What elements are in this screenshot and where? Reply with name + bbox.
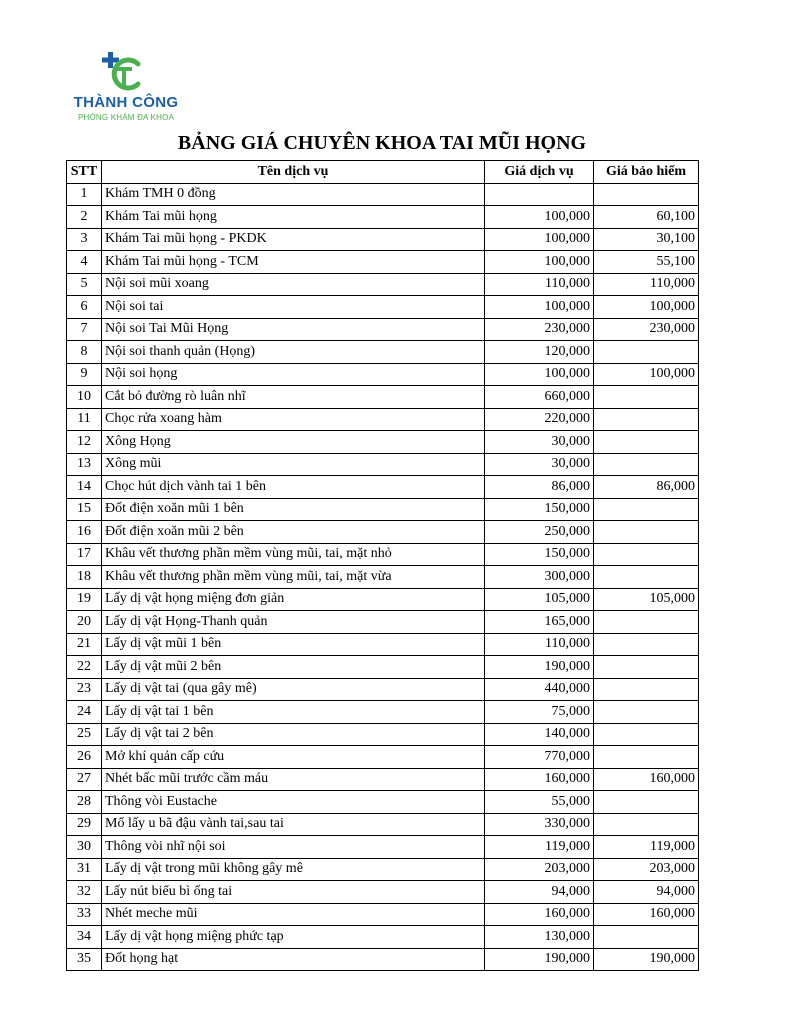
- table-row: [67, 183, 699, 206]
- row-stt: 33: [67, 903, 102, 926]
- table-row: [67, 746, 699, 769]
- row-service-name: Xông Họng: [102, 431, 485, 454]
- row-service-price: 150,000: [485, 543, 594, 566]
- row-service-price: 100,000: [485, 206, 594, 229]
- row-insurance-price: [594, 543, 699, 566]
- row-service-name: Chọc hút dịch vành tai 1 bên: [102, 476, 485, 499]
- row-insurance-price: [594, 183, 699, 206]
- table-row: [67, 543, 699, 566]
- row-insurance-price: [594, 408, 699, 431]
- table-row: [67, 566, 699, 589]
- row-insurance-price: [594, 611, 699, 634]
- row-service-name: Lấy dị vật trong mũi không gây mê: [102, 858, 485, 881]
- row-insurance-price: [594, 386, 699, 409]
- row-service-price: 330,000: [485, 813, 594, 836]
- row-stt: 13: [67, 453, 102, 476]
- row-service-price: 110,000: [485, 633, 594, 656]
- table-row: [67, 498, 699, 521]
- row-stt: 29: [67, 813, 102, 836]
- header-stt: STT: [67, 161, 102, 184]
- row-service-name: Thông vòi nhĩ nội soi: [102, 836, 485, 859]
- row-stt: 3: [67, 228, 102, 251]
- table-row: [67, 948, 699, 971]
- table-row: [67, 656, 699, 679]
- row-service-name: Khám Tai mũi họng - PKDK: [102, 228, 485, 251]
- row-insurance-price: 60,100: [594, 206, 699, 229]
- clinic-logo: [66, 50, 186, 130]
- table-row: [67, 273, 699, 296]
- row-service-price: 100,000: [485, 296, 594, 319]
- row-insurance-price: [594, 723, 699, 746]
- row-service-name: Nội soi thanh quản (Họng): [102, 341, 485, 364]
- row-service-price: 160,000: [485, 903, 594, 926]
- row-service-name: Nội soi họng: [102, 363, 485, 386]
- row-service-name: Đốt điện xoăn mũi 2 bên: [102, 521, 485, 544]
- row-service-name: Lấy nút biểu bì ống tai: [102, 881, 485, 904]
- row-stt: 1: [67, 183, 102, 206]
- row-service-price: 190,000: [485, 656, 594, 679]
- table-row: [67, 701, 699, 724]
- row-service-price: 119,000: [485, 836, 594, 859]
- row-stt: 24: [67, 701, 102, 724]
- table-row: [67, 318, 699, 341]
- row-service-name: Nội soi tai: [102, 296, 485, 319]
- table-row: [67, 611, 699, 634]
- clinic-subtitle: PHÒNG KHÁM ĐA KHOA: [77, 113, 175, 122]
- row-stt: 19: [67, 588, 102, 611]
- row-service-price: 250,000: [485, 521, 594, 544]
- clinic-logo-icon: [100, 50, 152, 94]
- row-service-price: 75,000: [485, 701, 594, 724]
- row-service-name: Lấy dị vật mũi 1 bên: [102, 633, 485, 656]
- row-service-price: 120,000: [485, 341, 594, 364]
- row-service-name: Nội soi Tai Mũi Họng: [102, 318, 485, 341]
- row-insurance-price: 160,000: [594, 903, 699, 926]
- row-stt: 4: [67, 251, 102, 274]
- row-service-price: 160,000: [485, 768, 594, 791]
- row-stt: 16: [67, 521, 102, 544]
- row-stt: 12: [67, 431, 102, 454]
- row-service-price: [485, 183, 594, 206]
- row-service-price: 30,000: [485, 431, 594, 454]
- row-service-price: 86,000: [485, 476, 594, 499]
- row-insurance-price: 94,000: [594, 881, 699, 904]
- row-stt: 10: [67, 386, 102, 409]
- table-row: [67, 363, 699, 386]
- row-insurance-price: [594, 521, 699, 544]
- table-row: [67, 476, 699, 499]
- table-body: [67, 183, 699, 971]
- table-row: [67, 678, 699, 701]
- row-service-price: 30,000: [485, 453, 594, 476]
- table-row: [67, 858, 699, 881]
- table-row: [67, 206, 699, 229]
- row-insurance-price: [594, 678, 699, 701]
- table-row: [67, 813, 699, 836]
- row-insurance-price: 160,000: [594, 768, 699, 791]
- row-insurance-price: [594, 701, 699, 724]
- row-insurance-price: [594, 341, 699, 364]
- row-stt: 2: [67, 206, 102, 229]
- row-service-price: 660,000: [485, 386, 594, 409]
- row-stt: 23: [67, 678, 102, 701]
- row-insurance-price: 110,000: [594, 273, 699, 296]
- row-service-name: Lấy dị vật họng miệng đơn giản: [102, 588, 485, 611]
- row-service-price: 770,000: [485, 746, 594, 769]
- row-service-price: 105,000: [485, 588, 594, 611]
- row-insurance-price: [594, 498, 699, 521]
- row-insurance-price: [594, 453, 699, 476]
- row-service-name: Đốt họng hạt: [102, 948, 485, 971]
- row-service-name: Mổ lấy u bã đậu vành tai,sau tai: [102, 813, 485, 836]
- row-service-name: Nhét bấc mũi trước cầm máu: [102, 768, 485, 791]
- header-service-price: Giá dịch vụ: [485, 161, 594, 184]
- row-insurance-price: [594, 926, 699, 949]
- price-table: [66, 160, 699, 971]
- table-row: [67, 926, 699, 949]
- row-service-name: Lấy dị vật Họng-Thanh quản: [102, 611, 485, 634]
- row-service-price: 190,000: [485, 948, 594, 971]
- row-stt: 17: [67, 543, 102, 566]
- row-insurance-price: 190,000: [594, 948, 699, 971]
- table-row: [67, 791, 699, 814]
- row-stt: 34: [67, 926, 102, 949]
- row-insurance-price: 30,100: [594, 228, 699, 251]
- row-stt: 31: [67, 858, 102, 881]
- row-stt: 9: [67, 363, 102, 386]
- row-stt: 30: [67, 836, 102, 859]
- row-stt: 26: [67, 746, 102, 769]
- row-insurance-price: [594, 656, 699, 679]
- row-service-price: 300,000: [485, 566, 594, 589]
- table-row: [67, 386, 699, 409]
- row-insurance-price: [594, 431, 699, 454]
- row-stt: 32: [67, 881, 102, 904]
- row-service-price: 100,000: [485, 251, 594, 274]
- row-insurance-price: [594, 746, 699, 769]
- row-insurance-price: [594, 813, 699, 836]
- row-insurance-price: 203,000: [594, 858, 699, 881]
- row-service-price: 165,000: [485, 611, 594, 634]
- row-service-name: Nội soi mũi xoang: [102, 273, 485, 296]
- table-row: [67, 633, 699, 656]
- row-service-price: 150,000: [485, 498, 594, 521]
- row-insurance-price: 105,000: [594, 588, 699, 611]
- row-service-name: Khám Tai mũi họng - TCM: [102, 251, 485, 274]
- table-row: [67, 588, 699, 611]
- row-service-name: Lấy dị vật tai 1 bên: [102, 701, 485, 724]
- header-service-name: Tên dịch vụ: [102, 161, 485, 184]
- row-stt: 35: [67, 948, 102, 971]
- table-row: [67, 408, 699, 431]
- row-insurance-price: [594, 633, 699, 656]
- row-stt: 5: [67, 273, 102, 296]
- row-insurance-price: 100,000: [594, 363, 699, 386]
- row-service-price: 140,000: [485, 723, 594, 746]
- row-service-name: Nhét meche mũi: [102, 903, 485, 926]
- row-insurance-price: 230,000: [594, 318, 699, 341]
- row-stt: 28: [67, 791, 102, 814]
- table-row: [67, 723, 699, 746]
- header-insurance-price: Giá bảo hiểm: [594, 161, 699, 184]
- row-insurance-price: [594, 566, 699, 589]
- row-service-name: Lấy dị vật tai 2 bên: [102, 723, 485, 746]
- row-stt: 27: [67, 768, 102, 791]
- row-stt: 8: [67, 341, 102, 364]
- table-row: [67, 228, 699, 251]
- row-service-name: Khâu vết thương phần mềm vùng mũi, tai, mặt vừa: [102, 566, 485, 589]
- row-service-price: 100,000: [485, 363, 594, 386]
- row-service-name: Chọc rửa xoang hàm: [102, 408, 485, 431]
- table-row: [67, 453, 699, 476]
- table-header-row: [67, 161, 699, 184]
- row-service-name: Lấy dị vật mũi 2 bên: [102, 656, 485, 679]
- row-stt: 18: [67, 566, 102, 589]
- row-stt: 11: [67, 408, 102, 431]
- row-service-name: Xông mũi: [102, 453, 485, 476]
- row-stt: 20: [67, 611, 102, 634]
- row-service-name: Khám Tai mũi họng: [102, 206, 485, 229]
- row-insurance-price: 100,000: [594, 296, 699, 319]
- row-stt: 14: [67, 476, 102, 499]
- row-service-name: Thông vòi Eustache: [102, 791, 485, 814]
- row-service-price: 203,000: [485, 858, 594, 881]
- table-row: [67, 296, 699, 319]
- row-stt: 21: [67, 633, 102, 656]
- row-service-name: Lấy dị vật tai (qua gây mê): [102, 678, 485, 701]
- row-service-price: 130,000: [485, 926, 594, 949]
- row-service-price: 94,000: [485, 881, 594, 904]
- row-service-name: Cắt bỏ đường rò luân nhĩ: [102, 386, 485, 409]
- row-service-name: Mở khí quản cấp cứu: [102, 746, 485, 769]
- table-row: [67, 836, 699, 859]
- row-insurance-price: [594, 791, 699, 814]
- table-row: [67, 768, 699, 791]
- table-row: [67, 431, 699, 454]
- row-stt: 25: [67, 723, 102, 746]
- row-stt: 22: [67, 656, 102, 679]
- row-service-price: 100,000: [485, 228, 594, 251]
- table-row: [67, 903, 699, 926]
- row-service-name: Khám TMH 0 đồng: [102, 183, 485, 206]
- row-insurance-price: 55,100: [594, 251, 699, 274]
- row-service-price: 110,000: [485, 273, 594, 296]
- row-service-name: Lấy dị vật họng miệng phức tạp: [102, 926, 485, 949]
- table-row: [67, 521, 699, 544]
- table-row: [67, 251, 699, 274]
- row-service-price: 220,000: [485, 408, 594, 431]
- row-service-name: Khâu vết thương phần mềm vùng mũi, tai, mặt nhỏ: [102, 543, 485, 566]
- row-service-price: 55,000: [485, 791, 594, 814]
- table-row: [67, 341, 699, 364]
- row-stt: 7: [67, 318, 102, 341]
- page-title: BẢNG GIÁ CHUYÊN KHOA TAI MŨI HỌNG: [177, 132, 587, 154]
- row-stt: 6: [67, 296, 102, 319]
- row-service-name: Đốt điện xoăn mũi 1 bên: [102, 498, 485, 521]
- row-insurance-price: 86,000: [594, 476, 699, 499]
- row-service-price: 230,000: [485, 318, 594, 341]
- table-row: [67, 881, 699, 904]
- row-stt: 15: [67, 498, 102, 521]
- row-service-price: 440,000: [485, 678, 594, 701]
- row-insurance-price: 119,000: [594, 836, 699, 859]
- clinic-name: THÀNH CÔNG: [73, 94, 179, 111]
